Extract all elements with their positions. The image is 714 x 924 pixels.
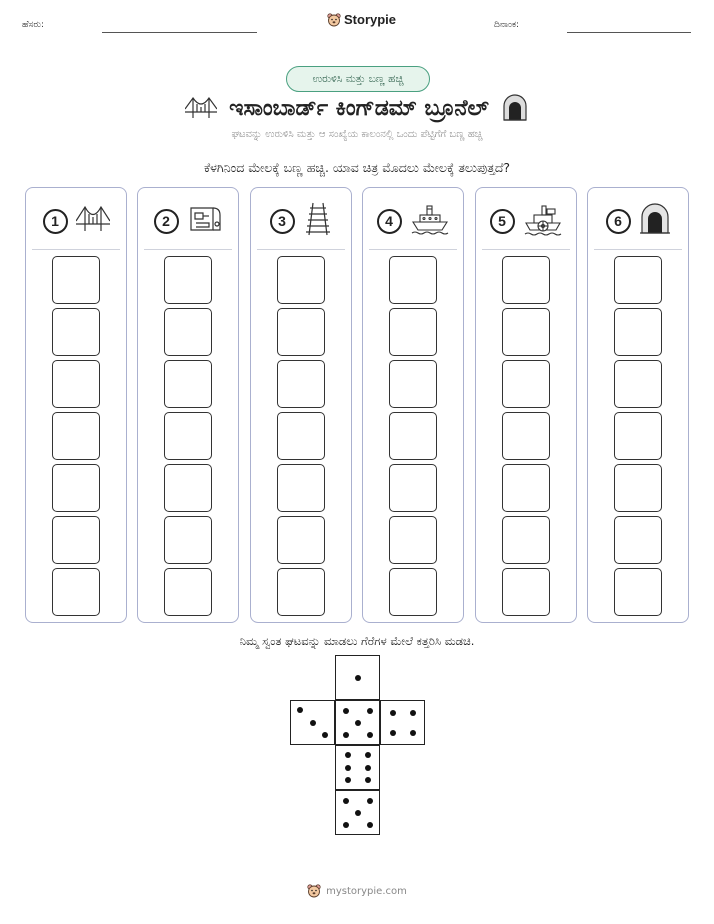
column-header xyxy=(138,202,238,240)
color-box[interactable] xyxy=(277,308,325,356)
dice-pip xyxy=(297,707,303,713)
color-box[interactable] xyxy=(389,412,437,460)
color-box[interactable] xyxy=(52,516,100,564)
color-box[interactable] xyxy=(502,412,550,460)
color-box[interactable] xyxy=(52,360,100,408)
dice-pip xyxy=(390,710,396,716)
activity-badge: ಉರುಳಿಸಿ ಮತ್ತು ಬಣ್ಣ ಹಚ್ಚಿ xyxy=(286,66,430,92)
dice-pip xyxy=(410,710,416,716)
color-box[interactable] xyxy=(277,412,325,460)
color-box[interactable] xyxy=(52,256,100,304)
dice-pip xyxy=(343,708,349,714)
name-line xyxy=(102,32,257,33)
dice-pip xyxy=(345,752,351,758)
column-divider xyxy=(32,249,120,250)
dice-pip xyxy=(367,708,373,714)
color-box[interactable] xyxy=(502,516,550,564)
logo-text: Storypie xyxy=(344,12,397,27)
column-number: 5 xyxy=(490,209,515,234)
color-box[interactable] xyxy=(614,360,662,408)
column-header xyxy=(476,202,576,240)
dice-face-4 xyxy=(380,700,425,745)
color-box[interactable] xyxy=(277,256,325,304)
page-title: ಇಸಾಂಬಾರ್ಡ್ ಕಿಂಗ್‌ಡಮ್ ಬ್ರೂನೆಲ್ xyxy=(229,95,489,121)
color-box[interactable] xyxy=(164,568,212,616)
column-3 xyxy=(250,187,352,623)
column-4 xyxy=(362,187,464,623)
railway-track-icon xyxy=(303,202,333,240)
suspension-bridge-icon xyxy=(76,204,110,238)
dice-pip xyxy=(355,675,361,681)
dice-pip xyxy=(343,822,349,828)
color-box[interactable] xyxy=(164,308,212,356)
color-box[interactable] xyxy=(614,256,662,304)
dice-face-5 xyxy=(335,700,380,745)
column-header xyxy=(251,202,351,240)
paddle-steamer-icon xyxy=(523,202,563,240)
column-divider xyxy=(369,249,457,250)
dice-pip xyxy=(365,752,371,758)
color-box[interactable] xyxy=(502,256,550,304)
date-label: ದಿನಾಂಕ: xyxy=(494,20,520,30)
color-box[interactable] xyxy=(614,568,662,616)
footer xyxy=(0,884,714,898)
color-box[interactable] xyxy=(164,464,212,512)
color-box[interactable] xyxy=(614,464,662,512)
storypie-logo xyxy=(327,12,396,27)
color-box[interactable] xyxy=(389,464,437,512)
color-box[interactable] xyxy=(389,568,437,616)
color-box[interactable] xyxy=(52,308,100,356)
column-5 xyxy=(475,187,577,623)
dice-instruction: ನಿಮ್ಮ ಸ್ವಂತ ಘಟವನ್ನು ಮಾಡಲು ಗೆರೆಗಳ ಮೇಲೆ ಕತ್ತರಿಸಿ ಮಡಚಿ. xyxy=(239,634,475,648)
tunnel-icon xyxy=(501,94,529,122)
dice-pip xyxy=(355,720,361,726)
title-row xyxy=(0,92,714,124)
column-number: 1 xyxy=(43,209,68,234)
color-box[interactable] xyxy=(614,516,662,564)
color-box[interactable] xyxy=(502,464,550,512)
suspension-bridge-icon xyxy=(185,95,217,121)
column-divider xyxy=(257,249,345,250)
color-box[interactable] xyxy=(614,412,662,460)
column-number: 6 xyxy=(606,209,631,234)
steamship-icon xyxy=(410,202,450,240)
column-header xyxy=(588,202,688,240)
column-1 xyxy=(25,187,127,623)
color-box[interactable] xyxy=(164,516,212,564)
date-line xyxy=(567,32,691,33)
color-box[interactable] xyxy=(277,464,325,512)
color-box[interactable] xyxy=(389,360,437,408)
color-box[interactable] xyxy=(277,516,325,564)
bear-logo-icon xyxy=(327,13,341,27)
column-number: 4 xyxy=(377,209,402,234)
column-2 xyxy=(137,187,239,623)
color-box[interactable] xyxy=(277,568,325,616)
color-box[interactable] xyxy=(389,308,437,356)
bear-logo-icon xyxy=(307,884,321,898)
tunnel-icon xyxy=(639,203,671,239)
column-divider xyxy=(144,249,232,250)
dice-pip xyxy=(365,777,371,783)
header-bar xyxy=(0,0,714,50)
blueprint-scroll-icon xyxy=(187,204,223,238)
dice-pip xyxy=(367,732,373,738)
dice-face-6 xyxy=(335,745,380,790)
name-label: ಹೆಸರು: xyxy=(22,20,45,30)
column-number: 3 xyxy=(270,209,295,234)
column-header xyxy=(363,202,463,240)
dice-pip xyxy=(365,765,371,771)
dice-face-1 xyxy=(335,655,380,700)
color-box[interactable] xyxy=(502,360,550,408)
color-box[interactable] xyxy=(52,568,100,616)
dice-pip xyxy=(310,720,316,726)
color-box[interactable] xyxy=(164,412,212,460)
color-box[interactable] xyxy=(614,308,662,356)
dice-pip xyxy=(355,810,361,816)
dice-pip xyxy=(345,765,351,771)
dice-pip xyxy=(367,822,373,828)
dice-pip xyxy=(367,798,373,804)
column-6 xyxy=(587,187,689,623)
color-box[interactable] xyxy=(164,360,212,408)
column-number: 2 xyxy=(154,209,179,234)
color-box[interactable] xyxy=(52,464,100,512)
column-divider xyxy=(482,249,570,250)
column-header xyxy=(26,202,126,240)
color-box[interactable] xyxy=(502,568,550,616)
question: ಕೆಳಗಿನಿಂದ ಮೇಲಕ್ಕೆ ಬಣ್ಣ ಹಚ್ಚಿ. ಯಾವ ಚಿತ್ರ ಮೊದಲು ಮೇಲಕ್ಕೆ ತಲುಪುತ್ತದೆ? xyxy=(203,160,511,175)
dice-pip xyxy=(343,732,349,738)
dice-pip xyxy=(345,777,351,783)
color-box[interactable] xyxy=(164,256,212,304)
color-box[interactable] xyxy=(502,308,550,356)
color-box[interactable] xyxy=(389,516,437,564)
column-divider xyxy=(594,249,682,250)
color-box[interactable] xyxy=(277,360,325,408)
dice-pip xyxy=(410,730,416,736)
dice-pip xyxy=(322,732,328,738)
dice-face-3 xyxy=(290,700,335,745)
dice-pip xyxy=(343,798,349,804)
color-box[interactable] xyxy=(52,412,100,460)
dice-pip xyxy=(390,730,396,736)
subtitle: ಘಟವನ್ನು ಉರುಳಿಸಿ ಮತ್ತು ಆ ಸಂಖ್ಯೆಯ ಕಾಲಂನಲ್ಲಿ ಒಂದು ಪೆಟ್ಟಿಗೆಗೆ ಬಣ್ಣ ಹಚ್ಚಿ xyxy=(231,129,483,140)
dice-face-5 xyxy=(335,790,380,835)
footer-url: mystorypie.com xyxy=(326,885,407,897)
color-box[interactable] xyxy=(389,256,437,304)
dice-net xyxy=(290,655,424,835)
